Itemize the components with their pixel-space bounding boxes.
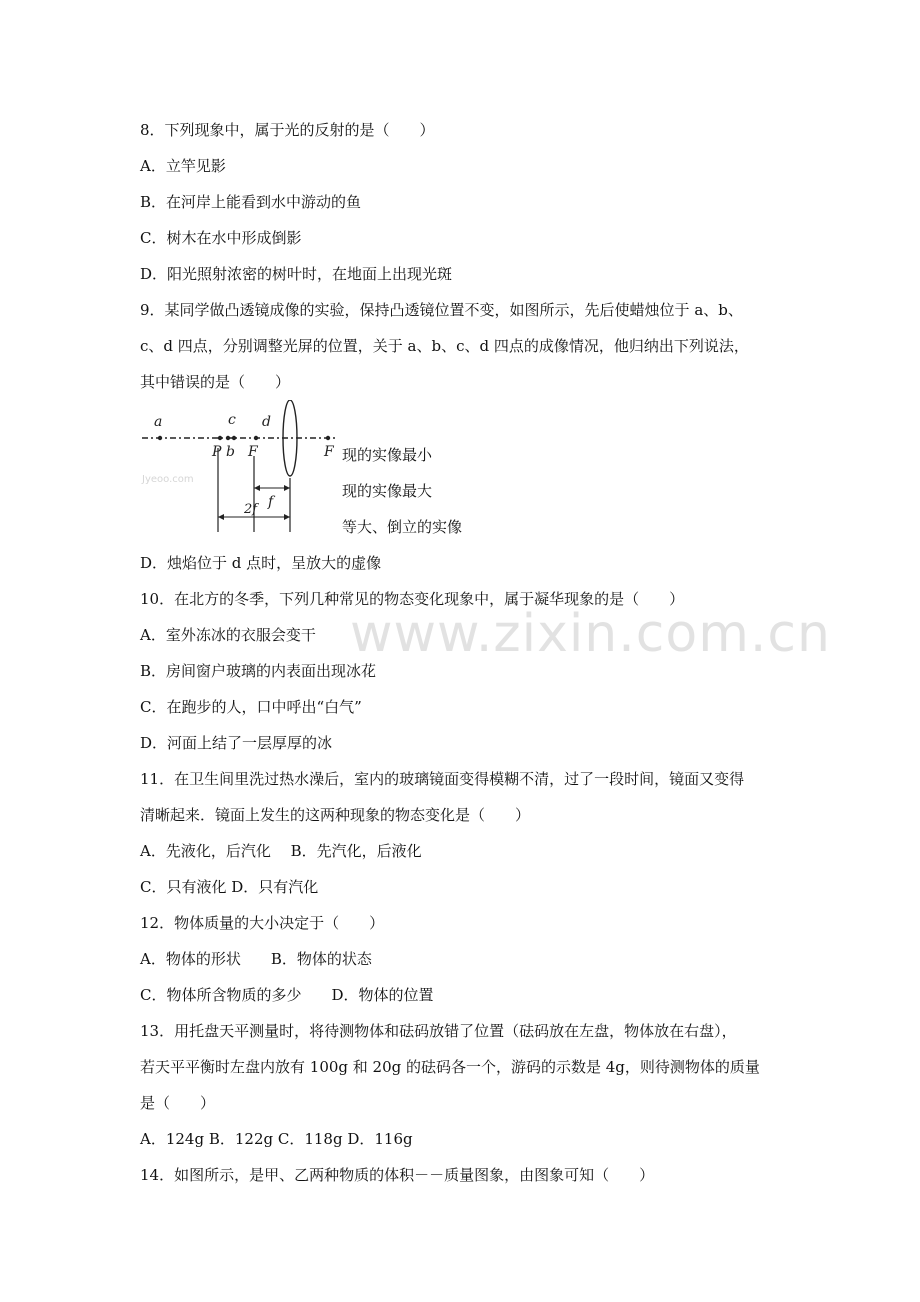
question-8-option-c: C．树木在水中形成倒影 — [140, 229, 302, 247]
label-c: c — [228, 412, 236, 428]
question-11-options-cd: C．只有液化 D．只有汽化 — [140, 878, 319, 896]
question-8-option-a: A．立竿见影 — [140, 157, 226, 175]
question-12-options-cd: C．物体所含物质的多少 D．物体的位置 — [140, 986, 434, 1004]
question-9-option-b-partial: 现的实像最大 — [342, 482, 433, 500]
question-9-stem-line2: c、d 四点，分别调整光屏的位置，关于 a、b、c、d 四点的成像情况，他归纳出下列说法， — [140, 337, 749, 355]
question-11-stem-line2: 清晰起来．镜面上发生的这两种现象的物态变化是（ ） — [140, 806, 531, 824]
question-9-stem-line1: 9．某同学做凸透镜成像的实验，保持凸透镜位置不变，如图所示，先后使蜡烛位于 a、b、 — [140, 301, 743, 319]
label-2f: 2f — [244, 502, 258, 517]
arrowhead-f-left — [254, 485, 260, 491]
question-9-option-a-partial: 现的实像最小 — [342, 446, 433, 464]
question-10-stem: 10．在北方的冬季，下列几种常见的物态变化现象中，属于凝华现象的是（ ） — [140, 590, 685, 608]
arrowhead-f-right — [284, 485, 290, 491]
question-11-options-ab: A．先液化，后汽化 B．先汽化，后液化 — [140, 842, 422, 860]
question-10-option-a: A．室外冻冰的衣服会变干 — [140, 626, 316, 644]
point-d — [254, 436, 258, 440]
question-10-option-d: D．河面上结了一层厚厚的冰 — [140, 734, 333, 752]
question-8-option-b: B．在河岸上能看到水中游动的鱼 — [140, 193, 362, 211]
question-12-stem: 12．物体质量的大小决定于（ ） — [140, 914, 385, 932]
faint-figure-watermark: Jyeoo.com — [142, 474, 194, 485]
lens-diagram-svg — [140, 400, 340, 538]
point-P — [218, 436, 222, 440]
question-10-option-b: B．房间窗户玻璃的内表面出现冰花 — [140, 662, 377, 680]
point-F-right — [326, 436, 330, 440]
question-8-option-d: D．阳光照射浓密的树叶时，在地面上出现光斑 — [140, 265, 453, 283]
watermark: www.zixin.com.cn — [350, 604, 831, 664]
label-a: a — [154, 414, 163, 430]
label-d: d — [262, 414, 271, 430]
question-13-options: A．124g B．122g C．118g D．116g — [140, 1130, 413, 1148]
question-13-stem-line2: 若天平平衡时左盘内放有 100g 和 20g 的砝码各一个，游码的示数是 4g，则待测物体的质量 — [140, 1058, 760, 1076]
question-8-stem: 8．下列现象中，属于光的反射的是（ ） — [140, 121, 435, 139]
question-13-stem-line3: 是（ ） — [140, 1094, 216, 1112]
point-c — [232, 436, 236, 440]
label-F-right: F — [324, 444, 334, 460]
point-a — [158, 436, 162, 440]
question-12-options-ab: A．物体的形状 B．物体的状态 — [140, 950, 372, 968]
label-f: f — [268, 494, 274, 510]
question-9-option-c-partial: 等大、倒立的实像 — [342, 518, 463, 536]
lens-diagram — [140, 400, 340, 538]
arrowhead-2f-left — [218, 514, 224, 520]
label-F-left: F — [248, 444, 258, 460]
question-13-stem-line1: 13．用托盘天平测量时，将待测物体和砝码放错了位置（砝码放在左盘，物体放在右盘）， — [140, 1022, 737, 1040]
label-P: P — [212, 444, 222, 460]
question-11-stem-line1: 11．在卫生间里洗过热水澡后，室内的玻璃镜面变得模糊不清，过了一段时间，镜面又变得 — [140, 770, 745, 788]
point-b — [226, 436, 230, 440]
label-b: b — [226, 444, 235, 460]
question-10-option-c: C．在跑步的人，口中呼出“白气” — [140, 698, 362, 716]
arrowhead-2f-right — [284, 514, 290, 520]
question-9-stem-line3: 其中错误的是（ ） — [140, 373, 291, 391]
question-9-option-d: D．烛焰位于 d 点时，呈放大的虚像 — [140, 554, 382, 572]
question-14-stem: 14．如图所示，是甲、乙两种物质的体积－－质量图象，由图象可知（ ） — [140, 1166, 655, 1184]
